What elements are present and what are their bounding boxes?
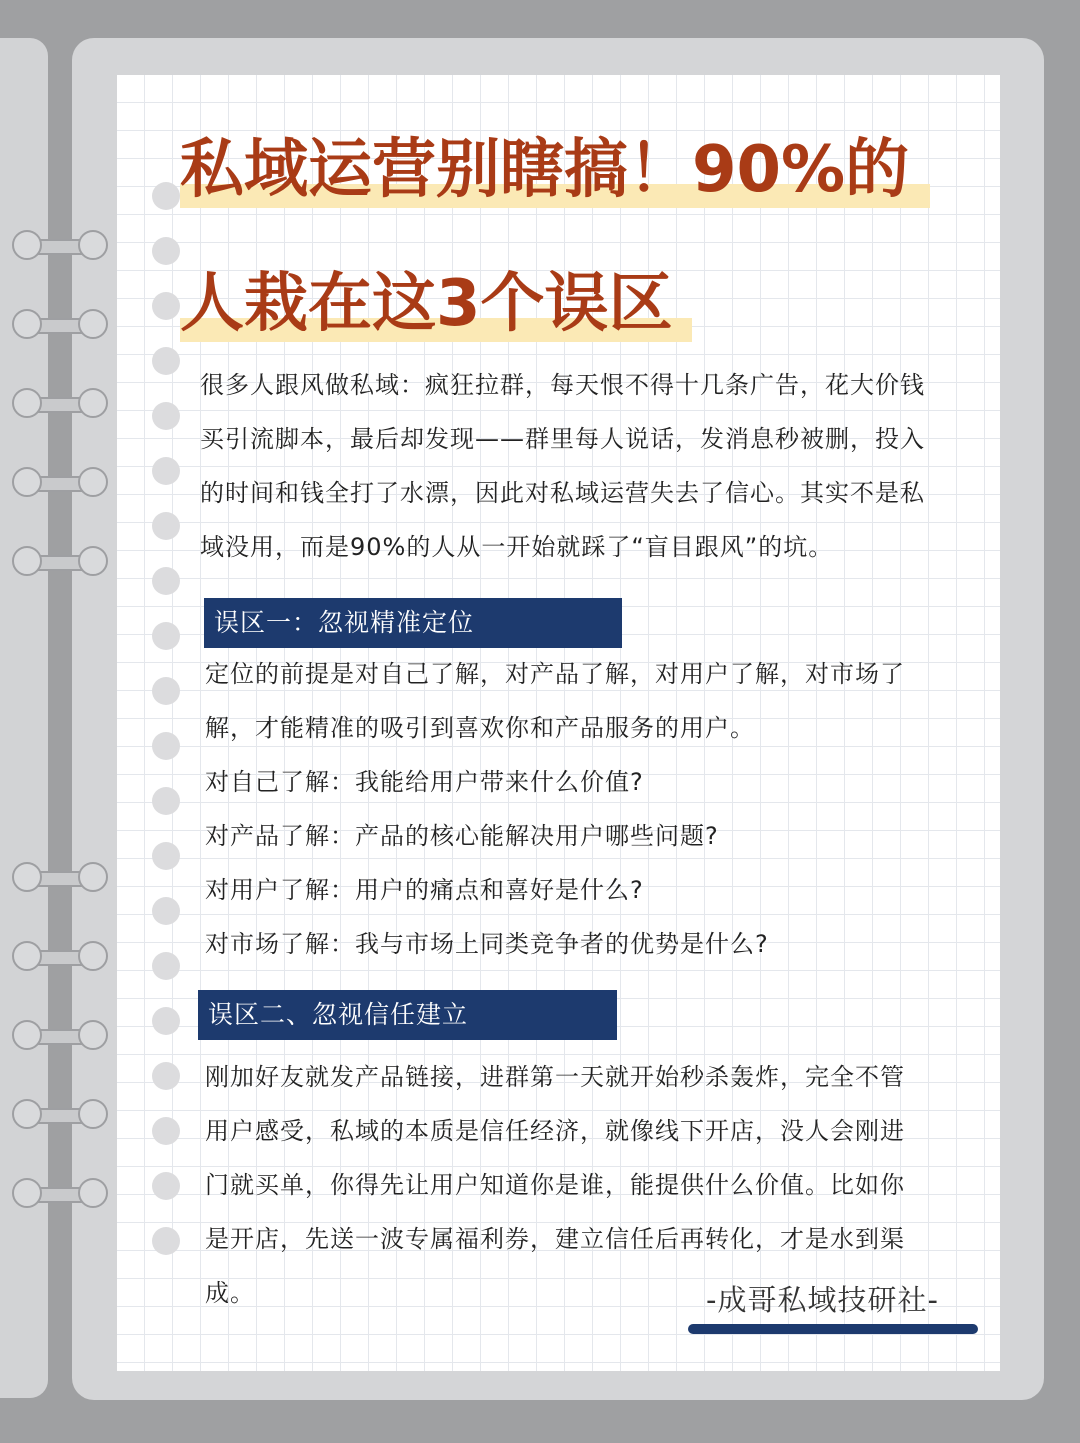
- punch-hole: [152, 512, 180, 540]
- punch-hole: [152, 567, 180, 595]
- title-text: 私域运营别瞎搞！90%的: [180, 133, 910, 207]
- punch-hole: [152, 1062, 180, 1090]
- paragraph-line: 域没用，而是90%的人从一开始就踩了“盲目跟风”的坑。: [200, 533, 834, 561]
- punch-hole: [152, 457, 180, 485]
- punch-hole: [152, 292, 180, 320]
- binder-ring-icon: [12, 941, 108, 971]
- binder-ring-icon: [12, 309, 108, 339]
- section-1-paragraph: [205, 647, 905, 971]
- point-item: 对用户了解：用户的痛点和喜好是什么?: [205, 876, 644, 904]
- binder-ring-icon: [12, 388, 108, 418]
- binder-ring-icon: [12, 1020, 108, 1050]
- punch-hole: [152, 182, 180, 210]
- binder-ring-icon: [12, 1178, 108, 1208]
- punch-hole: [152, 1227, 180, 1255]
- binder-ring-icon: [12, 230, 108, 260]
- punch-hole: [152, 1117, 180, 1145]
- paragraph-line: 是开店，先送一波专属福利券，建立信任后再转化，才是水到渠: [205, 1225, 905, 1253]
- binder-ring-icon: [12, 862, 108, 892]
- punch-hole: [152, 677, 180, 705]
- paragraph-line: 很多人跟风做私域：疯狂拉群，每天恨不得十几条广告，花大价钱: [200, 371, 925, 399]
- punch-hole: [152, 952, 180, 980]
- author-signature: -成哥私域技研社-: [706, 1283, 939, 1317]
- point-item: 对自己了解：我能给用户带来什么价值?: [205, 768, 644, 796]
- punch-hole: [152, 787, 180, 815]
- paragraph-line: 买引流脚本，最后却发现——群里每人说话，发消息秒被删，投入: [200, 425, 925, 453]
- section-heading-1: 误区一：忽视精准定位: [204, 598, 622, 648]
- punch-hole: [152, 732, 180, 760]
- punch-hole: [152, 237, 180, 265]
- punch-hole: [152, 897, 180, 925]
- paragraph-line: 的时间和钱全打了水漂，因此对私域运营失去了信心。其实不是私: [200, 479, 925, 507]
- punch-hole: [152, 622, 180, 650]
- page-title-line-1: [180, 133, 910, 207]
- point-item: 对市场了解：我与市场上同类竞争者的优势是什么?: [205, 930, 769, 958]
- paragraph-line: 刚加好友就发产品链接，进群第一天就开始秒杀轰炸，完全不管: [205, 1063, 905, 1091]
- intro-paragraph: [200, 358, 925, 574]
- punch-hole: [152, 1172, 180, 1200]
- signature-underline: [688, 1324, 978, 1334]
- point-item: 对产品了解：产品的核心能解决用户哪些问题?: [205, 822, 719, 850]
- binder-ring-icon: [12, 1099, 108, 1129]
- punch-hole: [152, 402, 180, 430]
- section-heading-2: 误区二、忽视信任建立: [198, 990, 617, 1040]
- page-title-line-2: [180, 267, 673, 341]
- punch-hole: [152, 347, 180, 375]
- punch-hole: [152, 1007, 180, 1035]
- binder-ring-icon: [12, 467, 108, 497]
- paragraph-line: 解，才能精准的吸引到喜欢你和产品服务的用户。: [205, 714, 755, 742]
- paragraph-line: 用户感受，私域的本质是信任经济，就像线下开店，没人会刚进: [205, 1117, 905, 1145]
- paragraph-line: 成。: [205, 1279, 255, 1307]
- paragraph-line: 门就买单，你得先让用户知道你是谁，能提供什么价值。比如你: [205, 1171, 905, 1199]
- title-text: 人栽在这3个误区: [180, 267, 673, 341]
- binder-ring-icon: [12, 546, 108, 576]
- paragraph-line: 定位的前提是对自己了解，对产品了解，对用户了解，对市场了: [205, 660, 905, 688]
- punch-hole: [152, 842, 180, 870]
